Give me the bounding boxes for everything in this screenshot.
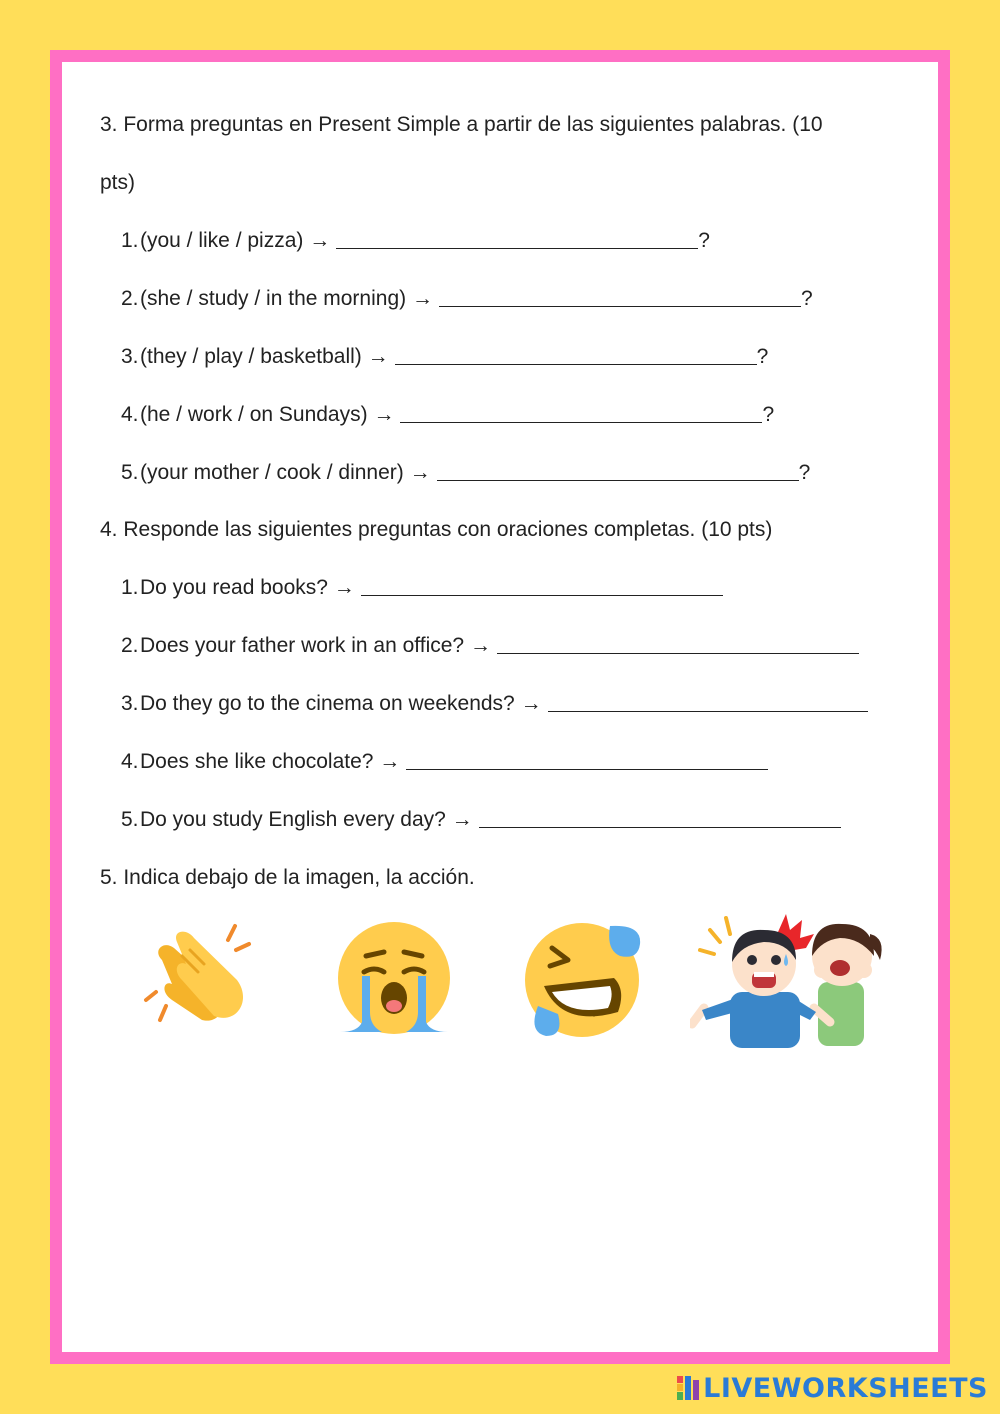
laughing-face-icon	[522, 920, 644, 1038]
question-mark: ?	[800, 287, 813, 310]
brand-logo[interactable]	[677, 1372, 988, 1404]
item-prompt: (your mother / cook / dinner) →	[140, 461, 431, 484]
surprised-kids-icon	[690, 912, 886, 1048]
question-mark: ?	[762, 403, 775, 426]
section4-item	[121, 577, 723, 598]
section3-title: 3. Forma preguntas en Present Simple a partir de las siguientes palabras. (10	[100, 113, 823, 136]
item-question: Does she like chocolate? →	[140, 750, 401, 773]
item-number: 5.	[121, 808, 139, 831]
answer-field[interactable]	[361, 577, 723, 596]
section5-title: 5. Indica debajo de la imagen, la acción.	[100, 866, 475, 889]
section3-item	[121, 404, 774, 425]
section4-item	[121, 751, 768, 772]
item-prompt: (they / play / basketball) →	[140, 345, 389, 368]
item-number: 1.	[121, 576, 139, 599]
answer-field[interactable]	[395, 346, 757, 365]
answer-field[interactable]	[479, 809, 841, 828]
brand-name: LIVEWORKSHEETS	[703, 1372, 988, 1404]
item-prompt: (she / study / in the morning) →	[140, 287, 433, 310]
item-question: Do you read books? →	[140, 576, 355, 599]
section3-item	[121, 230, 710, 251]
section3-item	[121, 288, 813, 309]
liveworksheets-logo-icon	[677, 1376, 699, 1400]
item-question: Do they go to the cinema on weekends? →	[140, 692, 542, 715]
item-number: 5.	[121, 461, 139, 484]
question-mark: ?	[756, 345, 769, 368]
item-number: 3.	[121, 692, 139, 715]
section4-item	[121, 693, 868, 714]
answer-field[interactable]	[439, 288, 801, 307]
answer-field[interactable]	[406, 751, 768, 770]
item-number: 2.	[121, 287, 139, 310]
section3-item	[121, 462, 810, 483]
question-mark: ?	[798, 461, 811, 484]
item-prompt: (he / work / on Sundays) →	[140, 403, 395, 426]
item-number: 1.	[121, 229, 139, 252]
item-number: 2.	[121, 634, 139, 657]
item-number: 4.	[121, 403, 139, 426]
answer-field[interactable]	[400, 404, 762, 423]
section4-item	[121, 809, 841, 830]
item-number: 3.	[121, 345, 139, 368]
answer-field[interactable]	[548, 693, 868, 712]
answer-field[interactable]	[437, 462, 799, 481]
item-question: Do you study English every day? →	[140, 808, 473, 831]
item-number: 4.	[121, 750, 139, 773]
answer-field[interactable]	[497, 635, 859, 654]
clapping-hands-icon	[142, 920, 257, 1030]
item-prompt: (you / like / pizza) →	[140, 229, 331, 252]
answer-field[interactable]	[336, 230, 698, 249]
section3-title-continued: pts)	[100, 171, 136, 194]
section3-item	[121, 346, 768, 367]
question-mark: ?	[698, 229, 710, 252]
section4-item	[121, 635, 859, 656]
item-question: Does your father work in an office? →	[140, 634, 491, 657]
section4-title: 4. Responde las siguientes preguntas con oraciones completas. (10 pts)	[100, 518, 773, 541]
crying-face-icon	[334, 922, 454, 1034]
